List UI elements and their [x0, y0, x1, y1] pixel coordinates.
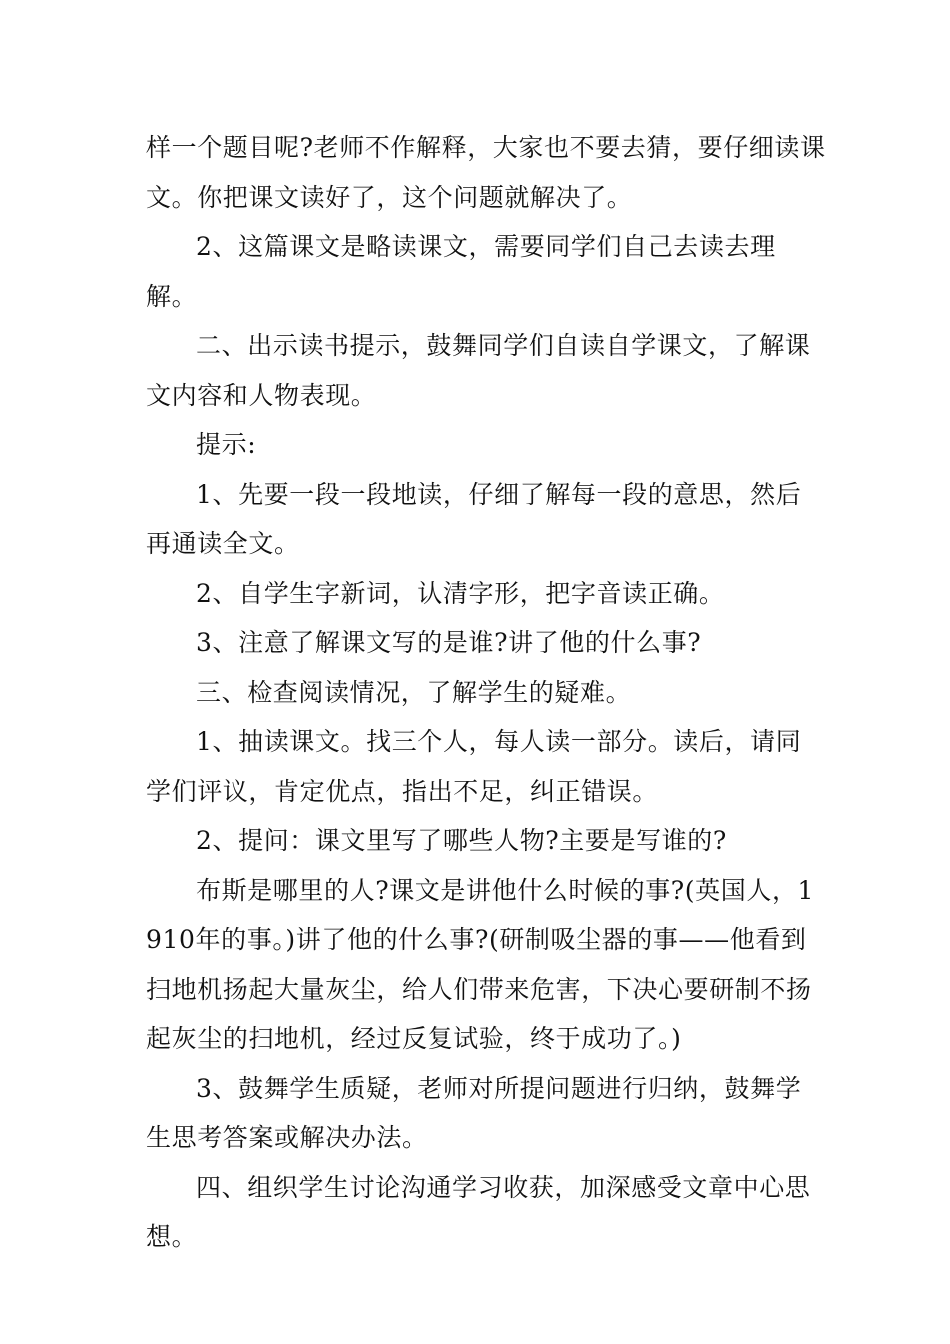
- paragraph: 1、先要一段一段地读，仔细了解每一段的意思，然后再通读全文。: [146, 479, 802, 558]
- paragraph: 2、这篇课文是略读课文，需要同学们自己去读去理解。: [146, 232, 776, 311]
- paragraph: 四、组织学生讨论沟通学习收获，加深感受文章中心思想。: [146, 1172, 811, 1251]
- paragraph: 2、提问：课文里写了哪些人物?主要是写谁的?: [196, 826, 727, 855]
- paragraph: 三、检查阅读情况，了解学生的疑难。: [196, 677, 632, 707]
- paragraph: 布斯是哪里的人?课文是讲他什么时候的事?(英国人，1910年的事。)讲了他的什么事?(研制吸尘器的事——他看到扫地机扬起大量灰尘，给人们带来危害，下决心要研制不扬起灰尘的扫地机，经过反复试验，终于成功了。): [146, 875, 815, 1053]
- paragraph: 样一个题目呢?老师不作解释，大家也不要去猜，要仔细读课文。你把课文读好了，这个问题就解决了。: [146, 133, 826, 212]
- paragraph: 提示:: [196, 430, 257, 459]
- paragraph: 3、注意了解课文写的是谁?讲了他的什么事?: [196, 628, 702, 657]
- paragraph: 二、出示读书提示，鼓舞同学们自读自学课文，了解课文内容和人物表现。: [146, 331, 811, 410]
- paragraph: 1、抽读课文。找三个人，每人读一部分。读后，请同学们评议，肯定优点，指出不足，纠正错误。: [146, 727, 802, 806]
- paragraph: 2、自学生字新词，认清字形，把字音读正确。: [196, 578, 725, 608]
- document-body: [146, 123, 826, 1262]
- paragraph: 3、鼓舞学生质疑，老师对所提问题进行归纳，鼓舞学生思考答案或解决办法。: [146, 1073, 802, 1152]
